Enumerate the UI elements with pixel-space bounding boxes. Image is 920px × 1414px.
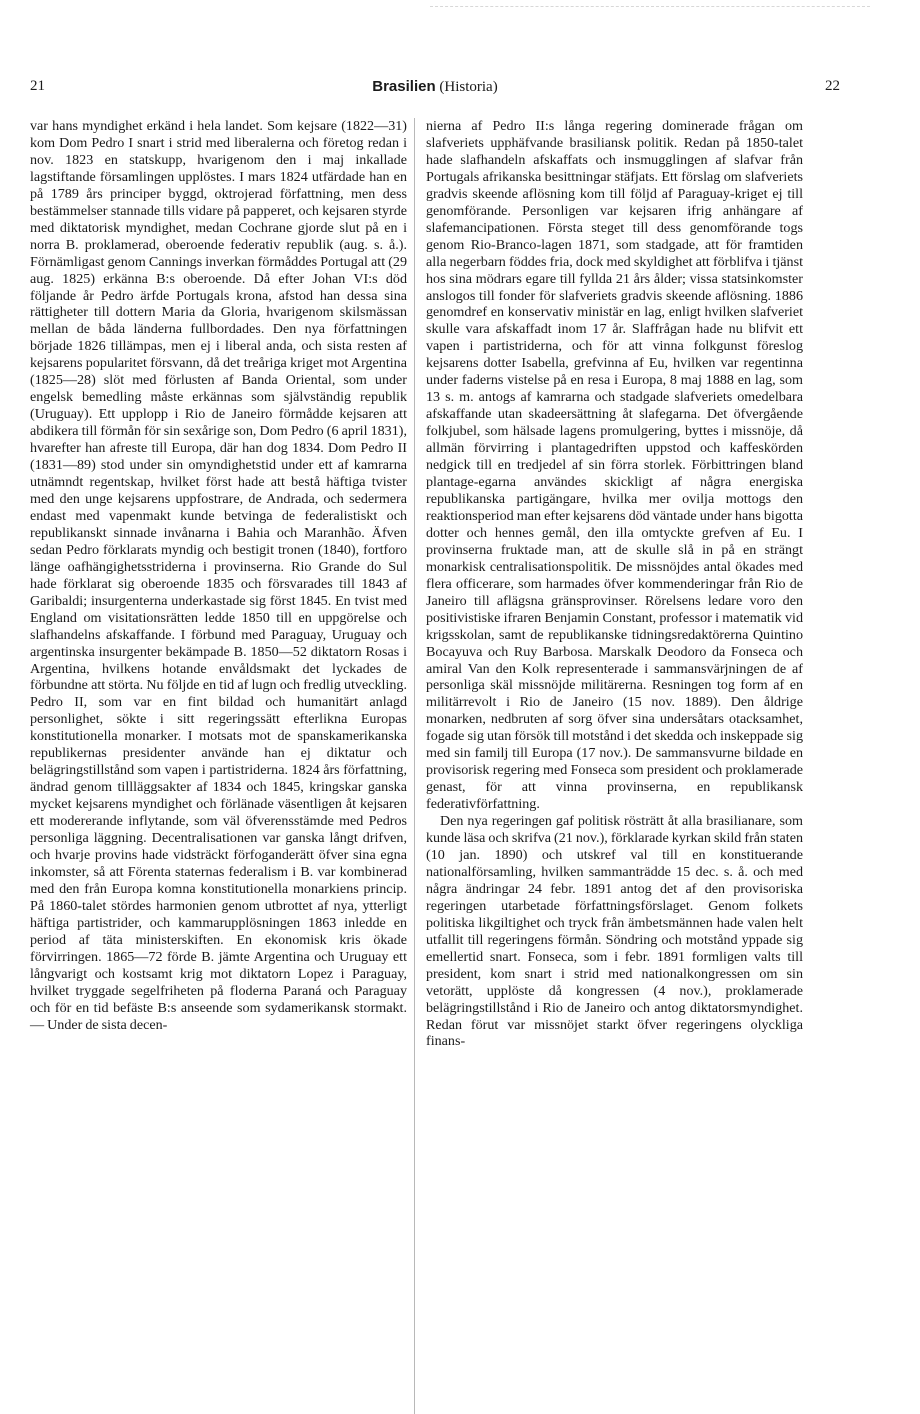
header-title: Brasilien	[372, 78, 436, 95]
right-paragraph-2: Den nya regeringen gaf politisk rösträtt åt alla brasilianare, som kunde läsa och skrifva (21 nov.), förklarade kyrkan skild från staten (10 jan. 1890) och utskref val till en konstituerande nationalförsamling, hvilken sammanträdde 15 dec. s. å. och med några ändringar 24 febr. 1891 antog det af den provisoriska regeringen utarbetade författningsförslaget. Genom folkets politiska likgiltighet och tryck från ämbetsmännen hade valen helt utfallit till regeringens förmån. Söndring och motstånd yppade sig emellertid snart. Fonseca, som i febr. 1891 formligen valts till president, kom snart i strid med nationalkongressen om sin vetorätt, upplöste då kongressen (4 nov.), proklamerade belägringstillstånd i Rio de Janeiro och antog diktatorsmyndighet. Redan förut var missnöjet starkt öfver regeringens olyckliga finans-	[426, 813, 803, 1050]
right-column	[426, 118, 803, 1050]
page-number-left: 21	[30, 78, 45, 94]
header-subtitle: (Historia)	[439, 79, 498, 95]
left-paragraph-1: var hans myndighet erkänd i hela landet. Som kejsare (1822—31) kom Dom Pedro I snart i strid med liberalerna och företog redan i nov. 1823 en statskupp, hvarigenom den i maj inkallade lagstiftande församlingen upplöstes. I mars 1824 utfärdade han en på 1789 års principer byggd, oktrojerad författning, men dess bestämmelser stannade tills vidare på papperet, och kejsaren styrde med diktatorisk myndighet, medan Cochrane gjorde slut på en i norra B. proklamerad, oberoende federativ republik (aug. s. å.). Förnämligast genom Cannings inverkan förmåddes Portugal att (29 aug. 1825) erkänna B:s oberoende. Då efter Johan VI:s död följande år Pedro ärfde Portugals krona, afstod han dessa sina rättigheter till dottern Maria da Gloria, hvarigenom skilsmässan mellan de båda länderna fullbordades. Den nya författningen började 1826 tillämpas, men ej i liberal anda, och sista resten af kejsarens popularitet försvann, då det treåriga kriget mot Argentina (1825—28) slöt med förlusten af Banda Oriental, som under engelsk bemedling måste erkännas som självständig republik (Uruguay). Ett upplopp i Rio de Janeiro förmådde kejsaren att abdikera till förmån för sin sexårige son, Dom Pedro (6 april 1831), hvarefter han afreste till Europa, där han dog 1834. Dom Pedro II (1831—89) stod under sin omyndighetstid under ett af kamrarna utnämndt regentskap, hvilket först hade att bestå häftiga tvister med den unge kejsarens uppfostrare, de Andrada, och sedermera endast med vapenmakt kunde betvinga de federalistiskt och republikanskt sinnade invånarna i Bahia och Maranhão. Äfven sedan Pedro förklarats myndig och bestigit tronen (1840), fortforo länge oafhängighetsstriderna i provinserna. Rio Grande do Sul hade förklarat sig oberoende 1835 och försvarades till 1843 af Garibaldi; insurgenterna underkastade sig först 1845. En tvist med England om visitationsrätten ledde 1850 till en uppgörelse och slafhandelns afskaffande. I förbund med Paraguay, Uruguay och argentinska insurgenter bekämpade B. 1850—52 diktatorn Rosas i Argentina, hvilkens hotande envåldsmakt det lyckades de förbundne att störta. Nu följde en tid af lugn och fredlig utveckling. Pedro II, som var en fint bildad och humanitärt anlagd personlighet, sökte i sitt regeringssätt efterlikna Europas konstitutionella monarker. I motsats mot de spanskamerikanska republikernas presidenter använde han ej diktatur och belägringstillstånd som vapen i partistriderna. 1824 års författning, ändrad genom tillläggsakter af 1834 och 1845, kringskar ganska mycket kejsarens myndighet och förlänade väsentligen åt kejsaren ett modererande inflytande, som väl öfverensstämde med Pedros personliga läggning. Decentralisationen var ganska långt drifven, och hvarje provins hade vidsträckt förfoganderätt öfver sina egna inkomster, så att Förenta staternas federalism i B. var kombinerad med den från Europa komna konstitutionella monarkiens princip. På 1860-talet stördes harmonien genom utbrottet af nya, ytterligt häftiga partistrider, och kammarupplösningen 1863 inledde en period af täta ministerskiften. En ekonomisk kris ökade förvirringen. 1865—72 förde B. jämte Argentina och Uruguay ett långvarigt och kostsamt krig mot diktatorn Lopez i Paraguay, hvilket tryggade segelfriheten på floderna Paraná och Paraguay och för en tid befäste B:s anseende som sydamerikansk stormakt. — Under de sista decen-	[30, 118, 407, 1033]
page-number-right: 22	[825, 78, 840, 94]
page-header	[30, 78, 840, 100]
running-title	[30, 78, 840, 96]
left-column	[30, 118, 407, 1033]
right-paragraph-1: nierna af Pedro II:s långa regering dominerade frågan om slafveriets upphäfvande brasiliansk politik. Redan på 1850-talet hade slafhandeln afskaffats och insmugglingen af slafvar från Portugals afrikanska besittningar stäfjats. Ett förslag om slafveriets gradvis skeende aflösning kom till följd af Paraguay-kriget ej till genomförande. Personligen var kejsaren ifrig anhängare af slafemancipationen. Första steget till dess genomförande togs genom Rio-Branco-lagen 1871, som stadgade, att för framtiden alla negerbarn föddes fria, dock med skyldighet att förblifva i tjänst hos sina mödrars egare till fyllda 21 års ålder; vissa statsinkomster anslogos till fonder för slafveriets gradvis skeende aflösning. 1886 genomdref en konservativ ministär en lag, enligt hvilken slafveriet skulle vara afskaffadt inom 17 år. Slaffrågan hade nu blifvit ett vapen i partistriderna, och för att vinna folkgunst föreslog kejsarens dotter Isabella, grefvinna af Eu, hvilken var regentinna under faderns vistelse på en resa i Europa, 8 maj 1888 en lag, som 13 s. m. antogs af kamrarna och stadgade slafveriets omedelbara afskaffande utan skadeersättning åt slafegarna. Det öfvergående folkjubel, som hälsade lagens promulgering, byttes i missnöje, då allmän förvirring i plantagedriften uppstod och kaffeskörden nedgick till en tredjedel af sin förra storlek. Förbittringen bland plantage-egarna användes skickligt af några energiska republikanska partigängare, hvilka mer ovilja mottogs den reaktionsperiod man efter kejsarens död väntade under hans bigotta dotter och hennes gemål, den illa omtyckte grefven af Eu. I provinserna fruktade man, att de skulle slå in på en strängt monarkisk centralisationspolitik. De missnöjdes antal ökades med flera officerare, som harmades öfver kommenderingar från Rio de Janeiro till aflägsna gränsprovinser. Rörelsens ledare voro den positivistiske ifraren Benjamin Constant, professor i matematik vid krigsskolan, samt de republikanske tidningsredaktörerna Quintino Bocayuva och Ruy Barbosa. Marskalk Deodoro da Fonseca och amiral Van den Kolk representerade i sammansvärjningen de af personliga skäl missnöjde militärerna. Resningen tog form af en militärrevolt i Rio de Janeiro (15 nov. 1889). Den åldrige monarken, nedbruten af sorg öfver sina undersåtars otacksamhet, fogade sig utan försök till motstånd i det skedda och inskeppade sig med sin familj till Europa (17 nov.). De sammansvurne bildade en provisorisk regering med Fonseca som president och proklamerade genast, för att vinna provinserna, en republikansk federativförfattning.	[426, 118, 803, 813]
column-divider	[414, 118, 415, 1414]
scan-artifact-rule	[430, 6, 870, 8]
